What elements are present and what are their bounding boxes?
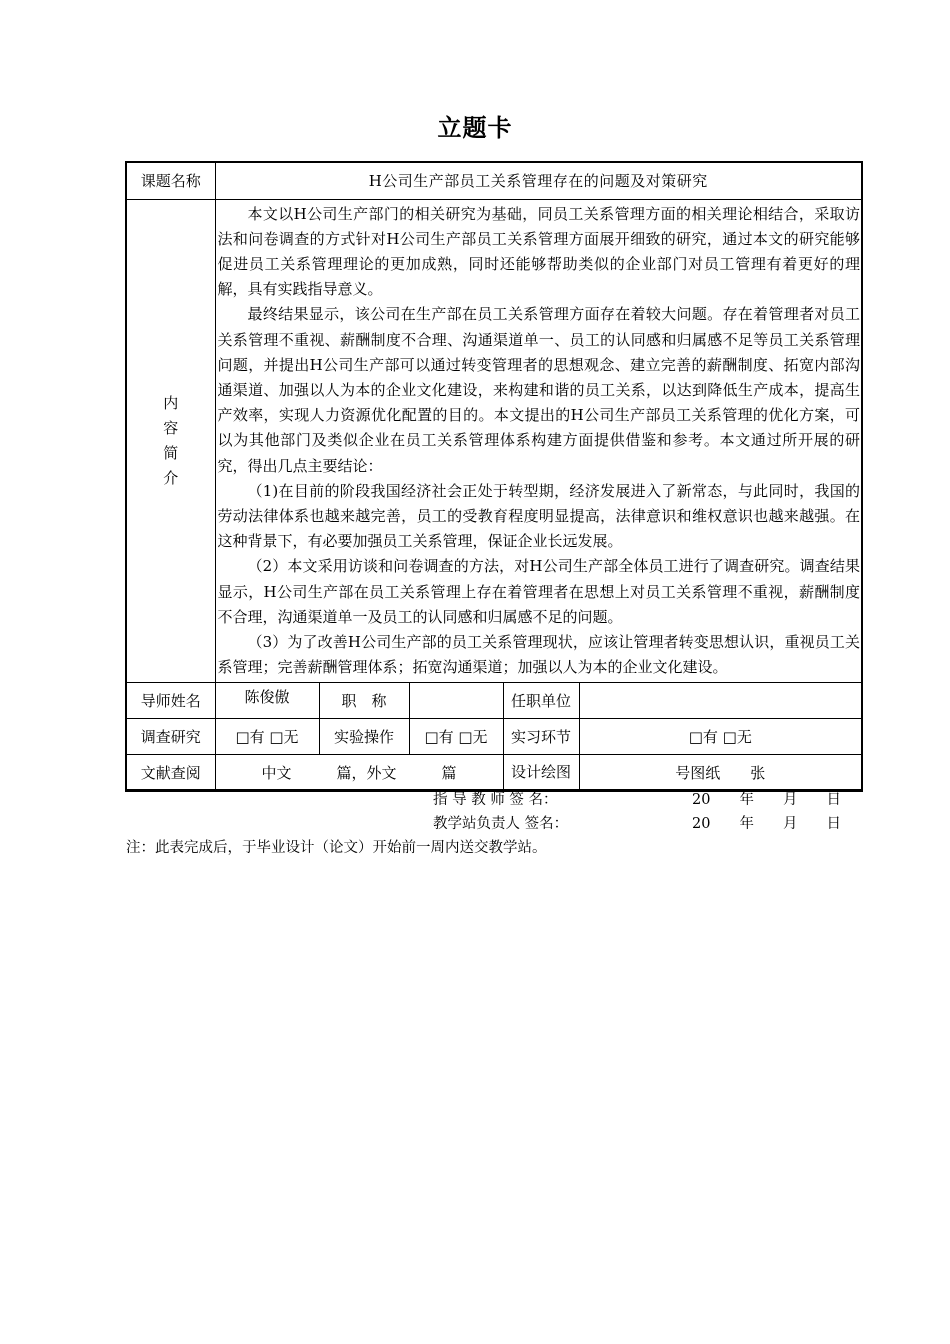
- content-paragraph: 本文以H公司生产部门的相关研究为基础，同员工关系管理方面的相关理论相结合，采取访法和问卷调查的方式针对H公司生产部员工关系管理方面展开细致的研究，通过本文的研究能够促进员工关系管理理论的更加成熟，同时还能够帮助类似的企业部门对员工管理有着更好的理解，具有实践指导意义。: [217, 204, 861, 299]
- literature-row: [126, 755, 862, 791]
- station-signature-date: 20 年 月 日: [692, 816, 841, 832]
- internship-options[interactable]: □有 □无: [579, 719, 862, 755]
- footer-note: 注：此表完成后，于毕业设计（论文）开始前一周内送交教学站。: [126, 840, 547, 856]
- internship-label: 实习环节: [503, 719, 579, 755]
- topic-label: 课题名称: [126, 162, 215, 199]
- advisor-signature-label: 指 导 教 师 签 名：: [433, 792, 558, 808]
- content-label-char: 简: [163, 443, 179, 462]
- advisor-row: [126, 683, 862, 719]
- content-paragraph: （1)在目前的阶段我国经济社会正处于转型期，经济发展进入了新常态，与此同时，我国的劳动法律体系也越来越完善，员工的受教育程度明显提高，法律意识和维权意识也越来越强。在这种背景下，有必要加强员工关系管理，保证企业长远发展。: [217, 481, 861, 551]
- advisor-label: 导师姓名: [126, 683, 215, 719]
- advisor-unit-value[interactable]: [579, 683, 862, 719]
- literature-value[interactable]: 中文 篇，外文 篇: [215, 755, 503, 791]
- experiment-options[interactable]: □有 □无: [409, 719, 503, 755]
- content-label-char: 内: [163, 393, 179, 412]
- content-row: [126, 199, 862, 683]
- content-label: [126, 199, 215, 683]
- content-paragraph: （2）本文采用访谈和问卷调查的方法，对H公司生产部全体员工进行了调查研究。调查结果显示，H公司生产部在员工关系管理上存在着管理者在思想上对员工关系管理不重视，薪酬制度不合理，沟通渠道单一及员工的认同感和归属感不足的问题。: [217, 557, 861, 626]
- topic-row: [126, 162, 862, 199]
- advisor-signature-date: 20 年 月 日: [692, 792, 841, 808]
- experiment-label: 实验操作: [319, 719, 409, 755]
- advisor-title-value[interactable]: [409, 683, 503, 719]
- research-row: [126, 719, 862, 755]
- content-paragraph: 最终结果显示，该公司在生产部在员工关系管理方面存在着较大问题。存在着管理者对员工关系管理不重视、薪酬制度不合理、沟通渠道单一、员工的认同感和归属感不足等员工关系管理问题，并提出H公司生产部可以通过转变管理者的思想观念、建立完善的薪酬制度、拓宽内部沟通渠道、加强以人为本的企业文化建设，来构建和谐的员工关系，以达到降低生产成本，提高生产效率，实现人力资源优化配置的目的。本文提出的H公司生产部员工关系管理的优化方案，可以为其他部门及类似企业在员工关系管理体系构建方面提供借鉴和参考。本文通过所开展的研究，得出几点主要结论：: [217, 305, 861, 475]
- topic-card-table: [125, 161, 863, 792]
- topic-value: H公司生产部员工关系管理存在的问题及对策研究: [215, 162, 862, 199]
- content-label-char: 容: [163, 418, 179, 437]
- station-signature-label: 教学站负责人 签名：: [433, 816, 569, 832]
- advisor-unit-label: 任职单位: [503, 683, 579, 719]
- survey-options[interactable]: □有 □无: [215, 719, 319, 755]
- research-label: 调查研究: [126, 719, 215, 755]
- page-title: 立题卡: [437, 114, 513, 142]
- drawing-label: 设计绘图: [503, 755, 579, 791]
- literature-label: 文献查阅: [126, 755, 215, 791]
- advisor-name: 陈俊傲: [215, 683, 319, 719]
- advisor-title-label: 职 称: [319, 683, 409, 719]
- content-paragraph: （3）为了改善H公司生产部的员工关系管理现状，应该让管理者转变思想认识，重视员工关系管理；完善薪酬管理体系；拓宽沟通渠道；加强以人为本的企业文化建设。: [217, 632, 861, 677]
- content-label-char: 介: [163, 468, 179, 487]
- content-body: [215, 199, 862, 683]
- drawing-value[interactable]: 号图纸 张: [579, 755, 862, 791]
